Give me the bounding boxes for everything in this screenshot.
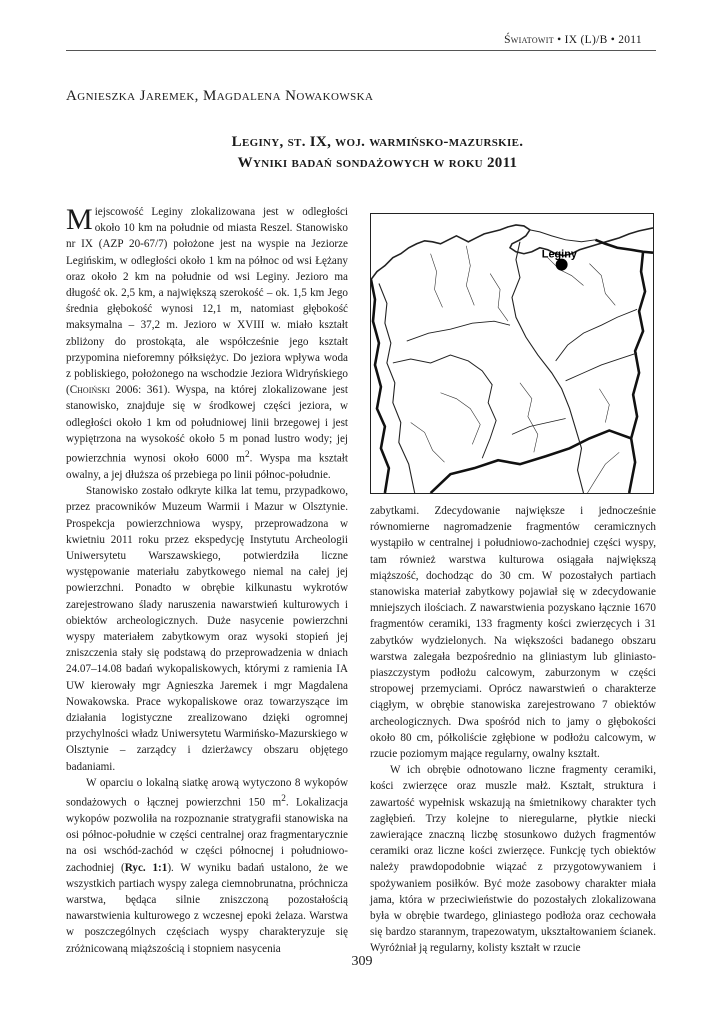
p1-text-b: 2006: 361). Wyspa, na której zlokalizowane jest stanowisko, znajduje się w środkowej części jeziora, w odległości około 1 km od południowej linii brzegowej i jest wypiętrzona na wysokość około 5 m ponad lustro wody; jej powierzchnia wynosi około 6000 m [66,384,348,465]
superscript: 2 [244,450,250,461]
river-pilica [512,419,566,435]
running-header: Światowit • IX (L)/B • 2011 [504,34,642,46]
p1-text-a: iejscowość Leginy zlokalizowana jest w odległości około 10 km na południe od miasta Reszel. Stanowisko nr IX (AZP 20-67/7) położone jest na wyspie na Jeziorze Legińskim, w odległości około 1 km na północ od wsi Łężany oraz około 2 km na południe od wsi Leginy. Jezioro ma długość ok. 2,5 km, a największą szerokość – ok. 1,5 km Jego średnia głębokość wynosi 12,1 m, natomiast głębokość maksymalna – 37,2 m. Jezioro w XVIII w. miało kształt zbliżony do prostokąta, ale współcześnie jego kształt przypomina nieforemny półksiężyc. Do jeziora wpływa woda z pobliskiego, położonego na wschodzie Jeziora Widryńskiego ( [66,206,348,397]
river-narew [556,309,637,361]
paragraph-2: Stanowisko zostało odkryte kilka lat temu, przypadkowo, przez pracowników Muzeum Warmii i Mazur w Olsztynie. Prospekcja powierzchniowa wyspy, przeprowadzona w kwietniu 2011 roku przez ekspedycję Instytutu Archeologii Uniwersytetu Warszawskiego, potwierdziła liczne występowanie materiału zabytkowego niemal na całej jej powierzchni. Ponadto w obrębie kilkunastu wykrotów zarejestrowano ślady naruszenia nawarstwień kulturowych i obiektów archeologicznych. Duże nasycenie powierzchni wyspy materiałem zabytkowym oraz wysoki stopień jej zniszczenia stały się podstawą do przeprowadzenia w dniach 24.07–14.08 badań wykopaliskowych, którymi z ramienia IA UW kierowały mgr Agnieszka Jaremek i mgr Magdalena Nowakowska. Prace wykopaliskowe oraz towarzyszące im działania logistyczne zrealizowano dzięki ogromnej przychylności władz Uniwersytetu Warmińsko-Mazurskiego w Olsztynie – zarządcy i dzierżawcy obszaru objętego badaniami. [66,485,348,773]
header-rule [66,50,656,51]
border-east [629,252,645,493]
title-line-2: Wyniki badań sondażowych w roku 2011 [237,155,518,171]
figure-reference[interactable]: Ryc. 1:1 [124,861,168,874]
coastline [371,225,653,280]
p1-text-c: . Wyspa ma kształt owalny, a jej dłuższa oś przebiega po linii północ-południe. [66,452,348,481]
p3-text-a: W oparciu o lokalną siatkę arową wytyczono 8 wykopów sondażowych o łącznej powierzchni 150 m [66,776,348,809]
article-authors: Agnieszka Jaremek, Magdalena Nowakowska [66,88,374,104]
left-column [66,204,348,957]
river-small-8 [599,389,609,423]
river-small-6 [441,393,481,445]
title-line-1: Leginy, st. IX, woj. warmińsko-mazurskie. [231,134,524,150]
paragraph-1 [66,204,348,483]
paragraph-4: zabytkami. Zdecydowanie największe i jednocześnie równomierne nagromadzenie fragmentów ceramicznych wystąpiło w centralnej i południowo-zachodniej części wyspy, tam również warstwa kulturowa osiągała największą miąższość, dochodząc do 30 cm. W pozostałych partiach stanowiska materiał zabytkowy pojawiał się w zdecydowanie mniejszych ilościach. Z nawarstwienia pozyskano łącznie 1670 fragmentów ceramiki, 133 fragmenty kości zwierzęcych i 31 zabytków wydzielonych. Na większości badanego obszaru warstwa zalegała bezpośrednio na gliniastym lub gliniasto-piaszczystym podłożu calcowym, zaburzonym w części stropowej przemyciami. Oprócz nawarstwień o charakterze ciągłym, w obrębie stanowiska zarejestrowano 7 obiektów archeologicznych. Dwa spośród nich to jamy o głębokości około 80 cm, półkoliście zgłębione w podłożu calcowym, w rzucie poziomym mające regularny, owalny kształt. [370,505,656,761]
river-bug [566,353,637,381]
page-number: 309 [351,954,373,969]
drop-cap: M [66,203,93,236]
river-notec [407,321,510,341]
river-small-10 [587,452,619,493]
leginy-label: Leginy [541,248,577,261]
river-small-5 [490,274,508,322]
river-small-2 [466,246,474,306]
article-title [160,132,595,174]
river-small-9 [411,423,445,463]
superscript: 2 [281,794,286,805]
river-small-7 [520,383,538,453]
paragraph-3 [66,775,348,957]
border-south [431,430,632,493]
right-column [370,503,656,957]
location-map [370,213,654,494]
river-oder [379,284,415,493]
paragraph-5: W ich obrębie odnotowano liczne fragmenty ceramiki, kości zwierzęce oraz muszle małż. Kształt, struktura i zawartość wypełnisk wskazują na śmietnikowy charakter tych zagłębień. Trzy kolejne to nieregularne, płytkie niecki zawierające znaczną liczbę stosunkowo dużych fragmentów ceramiki oraz liczne kości zwierzęce. Funkcję tych obiektów należy prawdopodobnie wiązać z przygotowywaniem i spożywaniem posiłków. Być może zasobowy charakter miała jama, która w przeciwieństwie do pozostałych zlokalizowana była w obrębie twardego, gliniastego podłoża oraz cechowała się bardzo starannym, trapezowatym, ukształtowaniem ścianek. Wyróżniał ją regularny, kolisty kształt w rzucie [370,764,656,955]
river-small-4 [589,264,615,306]
map-svg [371,214,653,493]
lagoon-spit [530,230,596,242]
p3-text-b: . Lokalizacja wykopów pozwoliła na rozpoznanie stratygrafii stanowiska na osi północ-południe w części centralnej oraz fragmentarycznie na osi wschód-zachód w części północnej i południowo-zachodniej ( [66,796,348,874]
river-warta [393,355,496,458]
citation-author: Choiński [69,384,111,397]
p3-text-c: ). W wyniku badań ustalono, że we wszystkich partiach wyspy zalega ciemnobrunatna, próchnicza warstwa, będąca silnie zniszczoną pozostałością nawarstwienia kulturowego z wczesnej epoki żelaza. Warstwa w poszczególnych częściach wyspy charakteryzuje się zróżnicowaną miąższością i stopniem nasycenia [66,861,348,955]
river-small-1 [431,254,443,308]
